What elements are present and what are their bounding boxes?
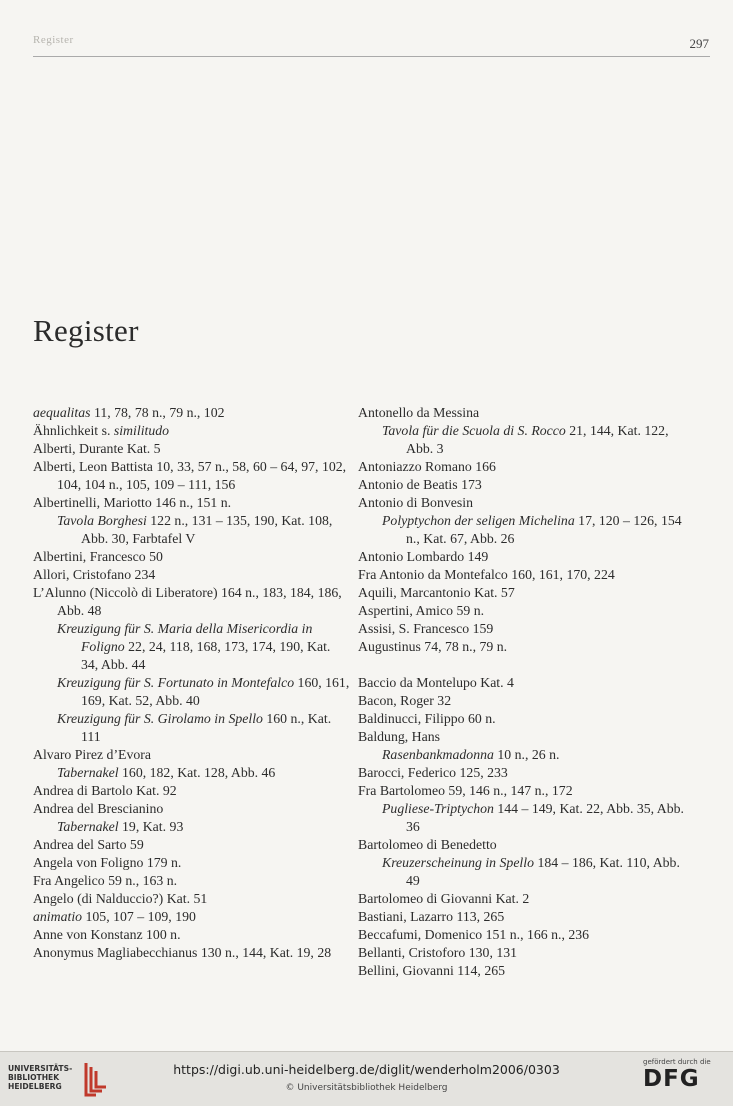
entry-text: 19, Kat. 93 bbox=[118, 819, 184, 834]
index-subentry bbox=[33, 674, 351, 710]
index-subentry bbox=[33, 620, 351, 674]
index-entry bbox=[33, 908, 351, 926]
index-entry bbox=[358, 890, 688, 908]
entry-text: Alvaro Pirez d’Evora bbox=[33, 747, 151, 762]
entry-text: Allori, Cristofano 234 bbox=[33, 567, 156, 582]
index-entry bbox=[358, 620, 688, 638]
index-subentry bbox=[33, 512, 351, 548]
entry-text: Augustinus 74, 78 n., 79 n. bbox=[358, 639, 508, 654]
funder-note: gefördert durch die bbox=[643, 1058, 711, 1066]
index-subentry bbox=[358, 512, 688, 548]
entry-italic-term: Tavola für die Scuola di S. Rocco bbox=[382, 423, 566, 438]
index-entry bbox=[33, 800, 351, 818]
entry-text: Bellanti, Cristoforo 130, 131 bbox=[358, 945, 518, 960]
index-entry bbox=[358, 782, 688, 800]
entry-text: Fra Bartolomeo 59, 146 n., 147 n., 172 bbox=[358, 783, 573, 798]
index-entry bbox=[358, 908, 688, 926]
entry-text: Baldung, Hans bbox=[358, 729, 441, 744]
entry-text: Barocci, Federico 125, 233 bbox=[358, 765, 508, 780]
entry-italic-term: Kreuzigung für S. Girolamo in Spello bbox=[57, 711, 263, 726]
entry-italic-term: Tavola Borghesi bbox=[57, 513, 147, 528]
letter-gap bbox=[358, 656, 688, 674]
dfg-logo: DFG bbox=[643, 1066, 700, 1092]
entry-text: L’Alunno (Niccolò di Liberatore) 164 n., 183, 184, 186, Abb. 48 bbox=[33, 585, 342, 618]
entry-text: 160, 161, 169, Kat. 52, Abb. 40 bbox=[81, 675, 350, 708]
index-entry bbox=[33, 422, 351, 440]
entry-italic-term: similitudo bbox=[113, 423, 170, 438]
entry-italic-term: Kreuzigung für S. Fortunato in Montefalco bbox=[57, 675, 295, 690]
entry-text: 22, 24, 118, 168, 173, 174, 190, Kat. 34, Abb. 44 bbox=[81, 639, 331, 672]
index-subentry bbox=[33, 764, 351, 782]
entry-text: Alberti, Leon Battista 10, 33, 57 n., 58, 60 – 64, 97, 102, 104, 104 n., 105, 109 – 111, 156 bbox=[33, 459, 347, 492]
index-entry bbox=[33, 458, 351, 494]
entry-text: Bastiani, Lazarro 113, 265 bbox=[358, 909, 505, 924]
index-entry bbox=[33, 440, 351, 458]
running-head: Register bbox=[33, 34, 74, 46]
entry-text: Albertini, Francesco 50 bbox=[33, 549, 163, 564]
entry-text: 11, 78, 78 n., 79 n., 102 bbox=[90, 405, 225, 420]
entry-text: Antonio di Bonvesin bbox=[358, 495, 473, 510]
entry-text: 17, 120 – 126, 154 n., Kat. 67, Abb. 26 bbox=[406, 513, 682, 546]
entry-text: 184 – 186, Kat. 110, Abb. 49 bbox=[406, 855, 680, 888]
entry-italic-term: Kreuzerscheinung in Spello bbox=[382, 855, 535, 870]
entry-text: Andrea del Sarto 59 bbox=[33, 837, 144, 852]
index-entry bbox=[358, 962, 688, 980]
index-entry bbox=[358, 692, 688, 710]
entry-text: Baldinucci, Filippo 60 n. bbox=[358, 711, 496, 726]
index-column-right bbox=[358, 404, 688, 980]
entry-text: 160, 182, Kat. 128, Abb. 46 bbox=[118, 765, 276, 780]
index-entry bbox=[33, 872, 351, 890]
library-name: UNIVERSITÄTS- BIBLIOTHEK HEIDELBERG bbox=[8, 1064, 73, 1091]
entry-text: 21, 144, Kat. 122, Abb. 3 bbox=[406, 423, 669, 456]
entry-italic-term: aequalitas bbox=[33, 405, 91, 420]
entry-italic-term: Kreuzigung für S. Maria della Misericordia in Foligno bbox=[57, 621, 313, 654]
entry-text: Andrea del Brescianino bbox=[33, 801, 164, 816]
entry-italic-term: Tabernakel bbox=[57, 819, 119, 834]
entry-italic-term: Polyptychon der seligen Michelina bbox=[382, 513, 575, 528]
index-entry bbox=[33, 944, 351, 962]
index-entry bbox=[33, 494, 351, 512]
index-entry bbox=[358, 566, 688, 584]
index-entry bbox=[33, 854, 351, 872]
entry-text: Andrea di Bartolo Kat. 92 bbox=[33, 783, 177, 798]
index-entry bbox=[358, 764, 688, 782]
entry-text: Baccio da Montelupo Kat. 4 bbox=[358, 675, 514, 690]
index-entry bbox=[33, 836, 351, 854]
entry-text: Aquili, Marcantonio Kat. 57 bbox=[358, 585, 515, 600]
entry-text: 144 – 149, Kat. 22, Abb. 35, Abb. 36 bbox=[406, 801, 684, 834]
index-entry bbox=[358, 476, 688, 494]
index-entry bbox=[358, 728, 688, 746]
entry-text: Fra Antonio da Montefalco 160, 161, 170, 224 bbox=[358, 567, 615, 582]
index-entry bbox=[33, 548, 351, 566]
entry-text: Angelo (di Nalduccio?) Kat. 51 bbox=[33, 891, 208, 906]
entry-text: Anne von Konstanz 100 n. bbox=[33, 927, 181, 942]
entry-italic-term: Pugliese-Triptychon bbox=[382, 801, 494, 816]
viewer-footer bbox=[0, 1051, 733, 1106]
index-subentry bbox=[358, 746, 688, 764]
index-entry bbox=[33, 746, 351, 764]
entry-text: 160 n., Kat. 111 bbox=[81, 711, 332, 744]
index-subentry bbox=[358, 800, 688, 836]
entry-text: Albertinelli, Mariotto 146 n., 151 n. bbox=[33, 495, 232, 510]
page-number: 297 bbox=[689, 36, 709, 51]
header-rule bbox=[33, 56, 710, 57]
entry-text: Bartolomeo di Benedetto bbox=[358, 837, 497, 852]
index-entry bbox=[33, 404, 351, 422]
index-subentry bbox=[358, 854, 688, 890]
permalink-url[interactable]: https://digi.ub.uni-heidelberg.de/diglit/wenderholm2006/0303 bbox=[173, 1062, 560, 1077]
index-entry bbox=[358, 548, 688, 566]
index-entry bbox=[33, 566, 351, 584]
entry-text: Antoniazzo Romano 166 bbox=[358, 459, 496, 474]
index-entry bbox=[33, 926, 351, 944]
entry-text: Bartolomeo di Giovanni Kat. 2 bbox=[358, 891, 530, 906]
copyright-notice: © Universitätsbibliothek Heidelberg bbox=[285, 1083, 448, 1093]
index-subentry bbox=[358, 422, 688, 458]
entry-text: Bellini, Giovanni 114, 265 bbox=[358, 963, 506, 978]
page-title: Register bbox=[33, 313, 139, 348]
entry-text: Aspertini, Amico 59 n. bbox=[358, 603, 485, 618]
entry-text: 10 n., 26 n. bbox=[493, 747, 560, 762]
funder-block[interactable] bbox=[643, 1058, 723, 1092]
index-entry bbox=[358, 926, 688, 944]
index-subentry bbox=[33, 818, 351, 836]
index-entry bbox=[358, 602, 688, 620]
entry-italic-term: Rasenbankmadonna bbox=[382, 747, 494, 762]
entry-text: Alberti, Durante Kat. 5 bbox=[33, 441, 161, 456]
entry-text: Fra Angelico 59 n., 163 n. bbox=[33, 873, 178, 888]
entry-text: Ähnlichkeit s. bbox=[33, 423, 114, 438]
index-entry bbox=[358, 710, 688, 728]
index-entry bbox=[358, 638, 688, 656]
index-column-left bbox=[33, 404, 351, 962]
entry-text: Assisi, S. Francesco 159 bbox=[358, 621, 494, 636]
index-entry bbox=[33, 584, 351, 620]
entry-text: Bacon, Roger 32 bbox=[358, 693, 452, 708]
entry-text: Beccafumi, Domenico 151 n., 166 n., 236 bbox=[358, 927, 590, 942]
index-subentry bbox=[33, 710, 351, 746]
index-entry bbox=[33, 890, 351, 908]
index-entry bbox=[358, 458, 688, 476]
entry-text: Angela von Foligno 179 n. bbox=[33, 855, 182, 870]
entry-italic-term: animatio bbox=[33, 909, 83, 924]
index-entry bbox=[358, 584, 688, 602]
index-entry bbox=[358, 494, 688, 512]
entry-text: 122 n., 131 – 135, 190, Kat. 108, Abb. 30, Farbtafel V bbox=[81, 513, 333, 546]
index-entry bbox=[33, 782, 351, 800]
index-entry bbox=[358, 836, 688, 854]
entry-text: Anonymus Magliabecchianus 130 n., 144, Kat. 19, 28 bbox=[33, 945, 332, 960]
entry-text: Antonio Lombardo 149 bbox=[358, 549, 489, 564]
entry-text: 105, 107 – 109, 190 bbox=[82, 909, 196, 924]
index-entry bbox=[358, 404, 688, 422]
entry-italic-term: Tabernakel bbox=[57, 765, 119, 780]
index-entry bbox=[358, 674, 688, 692]
index-entry bbox=[358, 944, 688, 962]
entry-text: Antonio de Beatis 173 bbox=[358, 477, 482, 492]
entry-text: Antonello da Messina bbox=[358, 405, 480, 420]
